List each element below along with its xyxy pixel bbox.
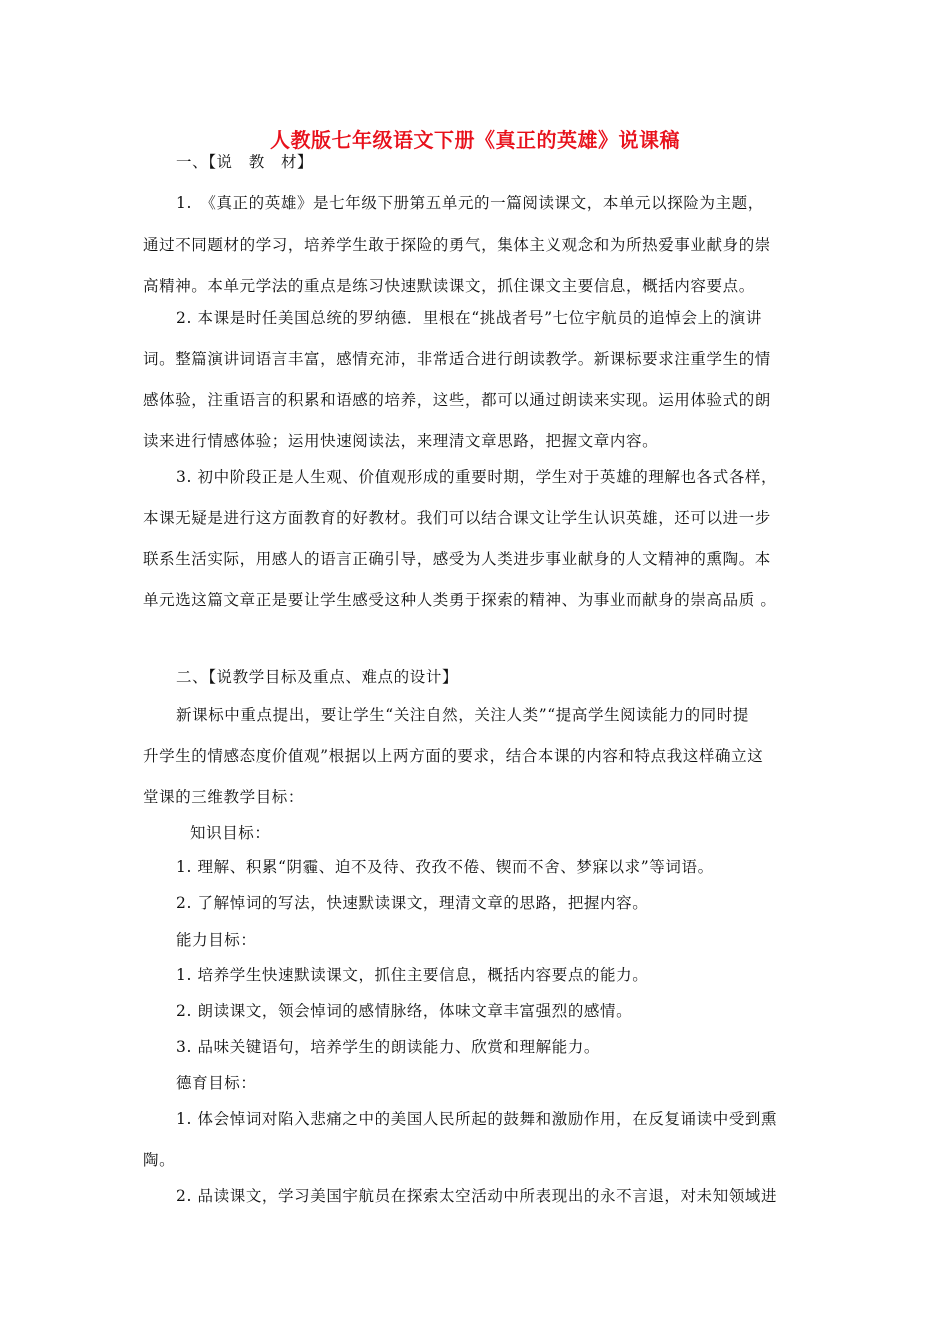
- paragraph-line: 1. 《真正的英雄》是七年级下册第五单元的一篇阅读课文，本单元以探险为主题，: [176, 194, 764, 212]
- paragraph-line: 读来进行情感体验；运用快速阅读法，来理清文章思路，把握文章内容。: [143, 432, 659, 450]
- paragraph-line: 本课无疑是进行这方面教育的好教材。我们可以结合课文让学生认识英雄，还可以进一步: [143, 509, 771, 527]
- list-item: 2. 朗读课文，领会悼词的感情脉络，体味文章丰富强烈的感情。: [176, 1002, 633, 1020]
- section-heading-2: 二、【说教学目标及重点、难点的设计】: [176, 668, 459, 686]
- list-item: 3. 品味关键语句，培养学生的朗读能力、欣赏和理解能力。: [176, 1038, 601, 1056]
- subheading-ability: 能力目标：: [176, 931, 257, 949]
- subheading-knowledge: 知识目标：: [190, 824, 271, 842]
- list-item: 1. 培养学生快速默读课文，抓住主要信息，概括内容要点的能力。: [176, 966, 649, 984]
- document-title: 人教版七年级语文下册《真正的英雄》说课稿: [270, 128, 680, 152]
- paragraph-line: 2. 本课是时任美国总统的罗纳德．里根在“挑战者号”七位宇航员的追悼会上的演讲: [176, 309, 762, 327]
- paragraph-line: 单元选这篇文章正是要让学生感受这种人类勇于探索的精神、为事业而献身的崇高品质 。: [143, 591, 777, 609]
- section-heading-1: 一、【说 教 材】: [176, 153, 314, 171]
- paragraph-line: 感体验，注重语言的积累和语感的培养，这些，都可以通过朗读来实现。运用体验式的朗: [143, 391, 771, 409]
- paragraph-line: 联系生活实际，用感人的语言正确引导，感受为人类进步事业献身的人文精神的熏陶。本: [143, 550, 771, 568]
- list-item: 2. 了解悼词的写法，快速默读课文，理清文章的思路，把握内容。: [176, 894, 649, 912]
- paragraph-line: 通过不同题材的学习，培养学生敢于探险的勇气，集体主义观念和为所热爱事业献身的崇: [143, 236, 771, 254]
- list-item: 2. 品读课文，学习美国宇航员在探索太空活动中所表现出的永不言退，对未知领域进: [176, 1187, 778, 1205]
- paragraph-line: 升学生的情感态度价值观”根据以上两方面的要求，结合本课的内容和特点我这样确立这: [143, 747, 764, 765]
- paragraph-line: 新课标中重点提出，要让学生“关注自然，关注人类”“提高学生阅读能力的同时提: [176, 706, 749, 724]
- paragraph-line: 高精神。本单元学法的重点是练习快速默读课文，抓住课文主要信息，概括内容要点。: [143, 277, 755, 295]
- list-item: 1. 理解、积累“阴霾、迫不及待、孜孜不倦、锲而不舍、梦寐以求”等词语。: [176, 858, 714, 876]
- list-item-continuation: 陶。: [143, 1151, 176, 1169]
- paragraph-line: 词。整篇演讲词语言丰富，感情充沛，非常适合进行朗读教学。新课标要求注重学生的情: [143, 350, 771, 368]
- subheading-moral: 德育目标：: [176, 1074, 257, 1092]
- list-item: 1. 体会悼词对陷入悲痛之中的美国人民所起的鼓舞和激励作用，在反复诵读中受到熏: [176, 1110, 778, 1128]
- paragraph-line: 堂课的三维教学目标：: [143, 788, 305, 806]
- paragraph-line: 3. 初中阶段正是人生观、价值观形成的重要时期，学生对于英雄的理解也各式各样，: [176, 468, 778, 486]
